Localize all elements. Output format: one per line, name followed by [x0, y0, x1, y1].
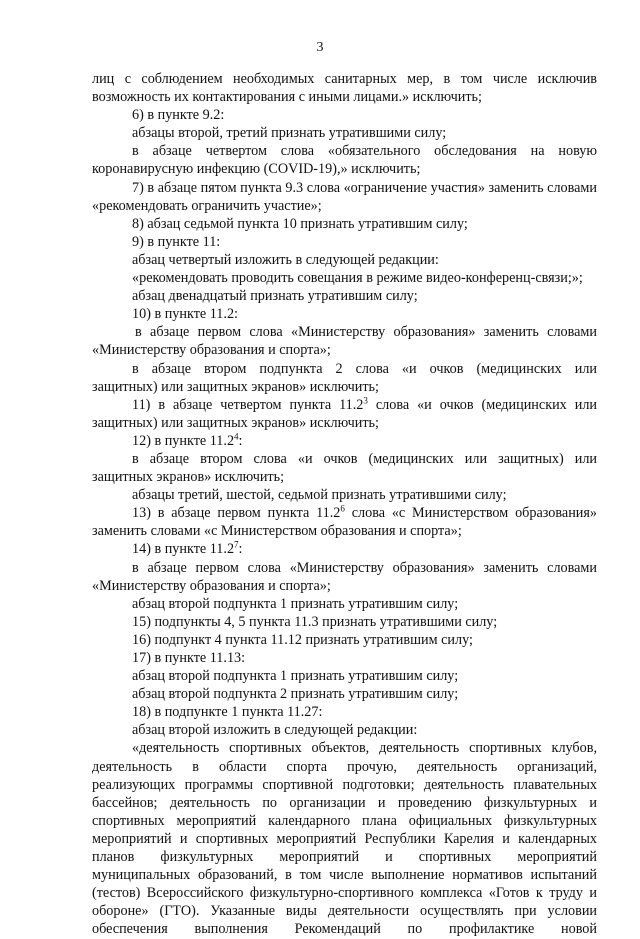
- text-line: в абзаце четвертом слова «обязательного обследования на новую: [132, 143, 597, 160]
- document-body: [92, 70, 597, 939]
- text-line: 15) подпункты 4, 5 пункта 11.3 признать утратившими силу;: [132, 613, 498, 630]
- text-line: муниципальных образований, в том числе выполнение нормативов испытаний: [92, 867, 597, 884]
- text-line: мероприятий и спортивных мероприятий Республики Карелия и календарных: [92, 830, 597, 847]
- text-line: 6) в пункте 9.2:: [132, 107, 225, 124]
- text-line: обеспечения выполнения Рекомендаций по профилактике новой: [92, 921, 597, 938]
- text-line: 8) абзац седьмой пункта 10 признать утратившим силу;: [132, 215, 468, 232]
- text-segment: 13) в абзаце первом пункта 11.2: [132, 505, 341, 522]
- superscript: 7: [234, 539, 239, 550]
- text-line: абзац второй подпункта 1 признать утратившим силу;: [132, 668, 459, 685]
- text-line: возможность их контактирования с иными лицами.» исключить;: [92, 89, 482, 106]
- text-line: заменить словами «с Министерством образования и спорта»;: [92, 523, 462, 540]
- text-line: 17) в пункте 11.13:: [132, 650, 246, 666]
- text-line: защитных экранов» исключить;: [92, 469, 285, 486]
- text-segment: слова «с Министерством образования»: [344, 505, 597, 522]
- text-line: «рекомендовать проводить совещания в режиме видео-конференц-связи;»;: [132, 270, 583, 287]
- text-segment: 14) в пункте 11.2: [132, 541, 235, 558]
- text-line-with-superscript: [92, 396, 597, 414]
- text-line: абзац второй подпункта 2 признать утратившим силу;: [132, 686, 459, 703]
- text-line-with-superscript: [92, 504, 597, 522]
- text-line: деятельность в области спорта прочую, деятельность организаций,: [92, 758, 597, 775]
- text-segment: :: [238, 432, 243, 449]
- superscript: 3: [363, 394, 368, 405]
- text-line: 16) подпункт 4 пункта 11.12 признать утратившим силу;: [132, 631, 473, 648]
- text-segment: :: [238, 541, 243, 558]
- text-line-with-superscript: [92, 432, 597, 450]
- text-line: лиц с соблюдением необходимых санитарных мер, в том числе исключив: [92, 71, 597, 87]
- text-line: планов физкультурных мероприятий и спортивных мероприятий: [92, 849, 597, 866]
- page-number: 3: [316, 40, 324, 55]
- text-line: защитных) или защитных экранов» исключить;: [92, 378, 379, 395]
- text-segment: 12) в пункте 11.2: [132, 432, 235, 449]
- text-line: бассейнов; деятельность по организации и проведению физкультурных и: [92, 794, 597, 811]
- text-line: коронавирусную инфекцию (COVID-19),» исключить;: [92, 161, 421, 178]
- text-line: абзацы второй, третий признать утратившими силу;: [132, 125, 447, 142]
- text-line: 10) в пункте 11.2:: [132, 306, 238, 323]
- text-line: реализующих программы спортивной подготовки; деятельность плавательных: [92, 776, 597, 793]
- text-line: «Министерству образования и спорта»;: [92, 342, 331, 359]
- text-line: абзац второй подпункта 1 признать утратившим силу;: [132, 595, 459, 612]
- text-line: абзац второй изложить в следующей редакции:: [132, 722, 418, 739]
- text-line: защитных) или защитных экранов» исключить;: [92, 414, 379, 431]
- text-line-with-superscript: [92, 540, 597, 558]
- text-line: 9) в пункте 11:: [132, 233, 221, 250]
- superscript: 4: [234, 431, 239, 442]
- text-line: абзац четвертый изложить в следующей редакции:: [132, 251, 439, 268]
- text-line: 18) в подпункте 1 пункта 11.27:: [132, 704, 323, 721]
- text-segment: слова «и очков (медицинских или: [367, 396, 597, 413]
- text-line: в абзаце втором подпункта 2 слова «и очков (медицинских или: [132, 360, 597, 377]
- text-line: «рекомендовать ограничить участие»;: [92, 197, 322, 214]
- text-line: абзацы третий, шестой, седьмой признать утратившими силу;: [132, 487, 507, 504]
- text-line: (тестов) Всероссийского физкультурно-спортивного комплекса «Готов к труду и: [92, 885, 597, 902]
- text-segment: 11) в абзаце четвертом пункта 11.2: [132, 396, 364, 413]
- text-line: «деятельность спортивных объектов, деятельность спортивных клубов,: [132, 740, 597, 757]
- text-line: обороне» (ГТО). Указанные виды деятельности осуществлять при условии: [92, 903, 597, 920]
- text-line: спортивных мероприятий календарного плана официальных физкультурных: [92, 812, 597, 829]
- text-line: в абзаце первом слова «Министерству образования» заменить словами: [135, 324, 597, 341]
- text-line: 7) в абзаце пятом пункта 9.3 слова «ограничение участия» заменить словами: [132, 179, 597, 196]
- superscript: 6: [340, 503, 345, 514]
- text-line: абзац двенадцатый признать утратившим силу;: [132, 288, 418, 305]
- text-line: «Министерству образования и спорта»;: [92, 577, 331, 594]
- text-line: в абзаце первом слова «Министерству образования» заменить словами: [132, 559, 597, 576]
- text-line: в абзаце втором слова «и очков (медицинских или защитных) или: [132, 450, 597, 467]
